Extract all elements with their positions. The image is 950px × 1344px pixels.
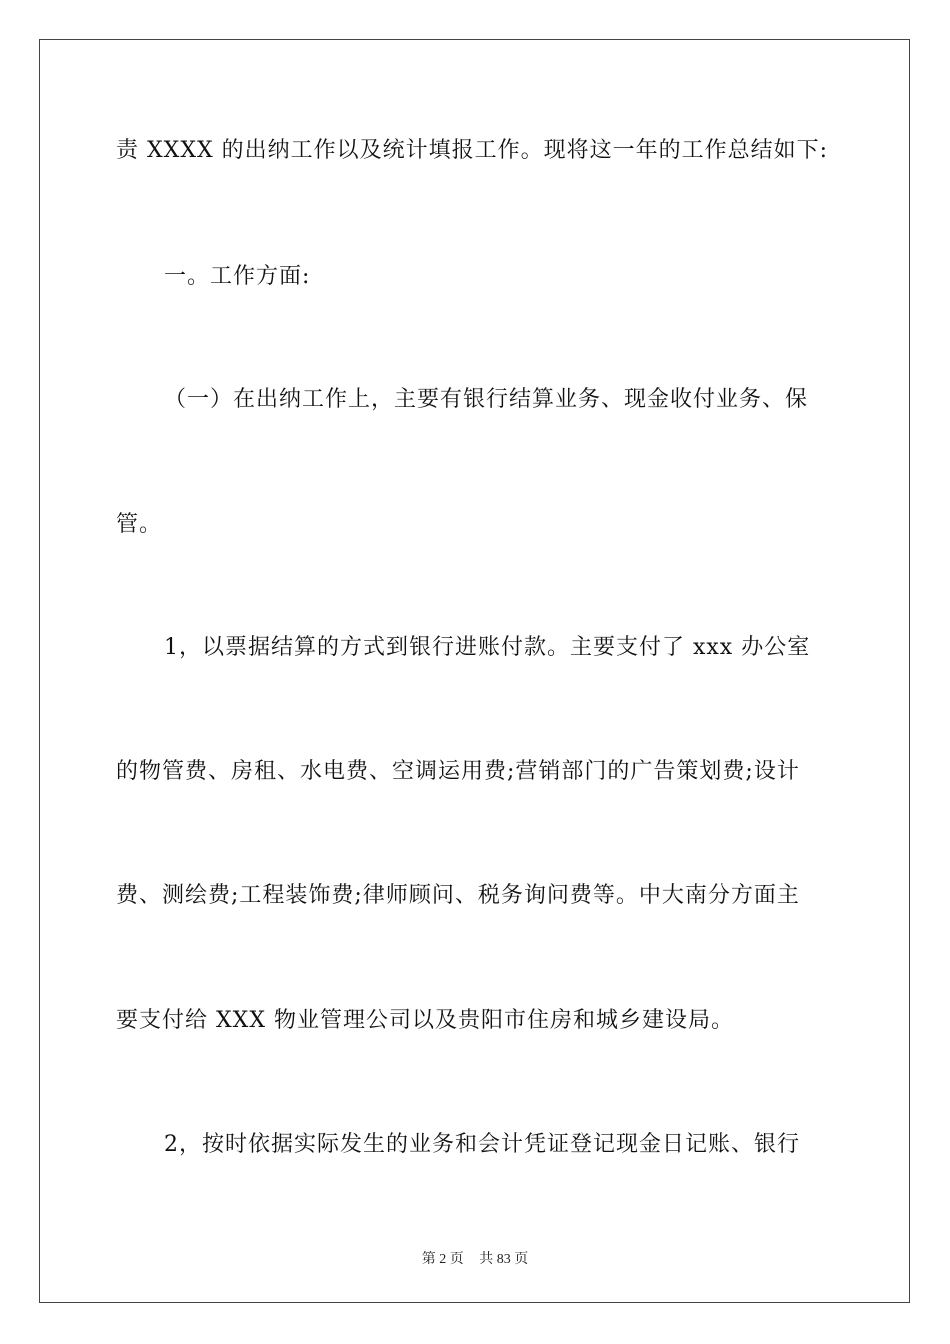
page-number: 第 2 页 (421, 1252, 464, 1267)
body-line-1: 责 XXXX 的出纳工作以及统计填报工作。现将这一年的工作总结如下: (116, 138, 829, 163)
body-line-8: 要支付给 XXX 物业管理公司以及贵阳市住房和城乡建设局。 (116, 1008, 734, 1033)
page-footer (0, 1248, 950, 1268)
page-total: 共 83 页 (479, 1252, 529, 1267)
body-line-3: （一）在出纳工作上，主要有银行结算业务、现金收付业务、保 (164, 387, 809, 412)
body-line-4: 管。 (116, 512, 163, 537)
body-line-6: 的物管费、房租、水电费、空调运用费;营销部门的广告策划费;设计 (116, 759, 800, 784)
body-line-7: 费、测绘费;工程装饰费;律师顾问、税务询问费等。中大南分方面主 (116, 883, 800, 908)
body-line-9: 2，按时依据实际发生的业务和会计凭证登记现金日记账、银行 (164, 1132, 800, 1157)
page-frame (39, 39, 910, 1303)
body-line-5: 1，以票据结算的方式到银行进账付款。主要支付了 xxx 办公室 (164, 635, 811, 660)
section-heading: 一。工作方面: (164, 264, 311, 289)
